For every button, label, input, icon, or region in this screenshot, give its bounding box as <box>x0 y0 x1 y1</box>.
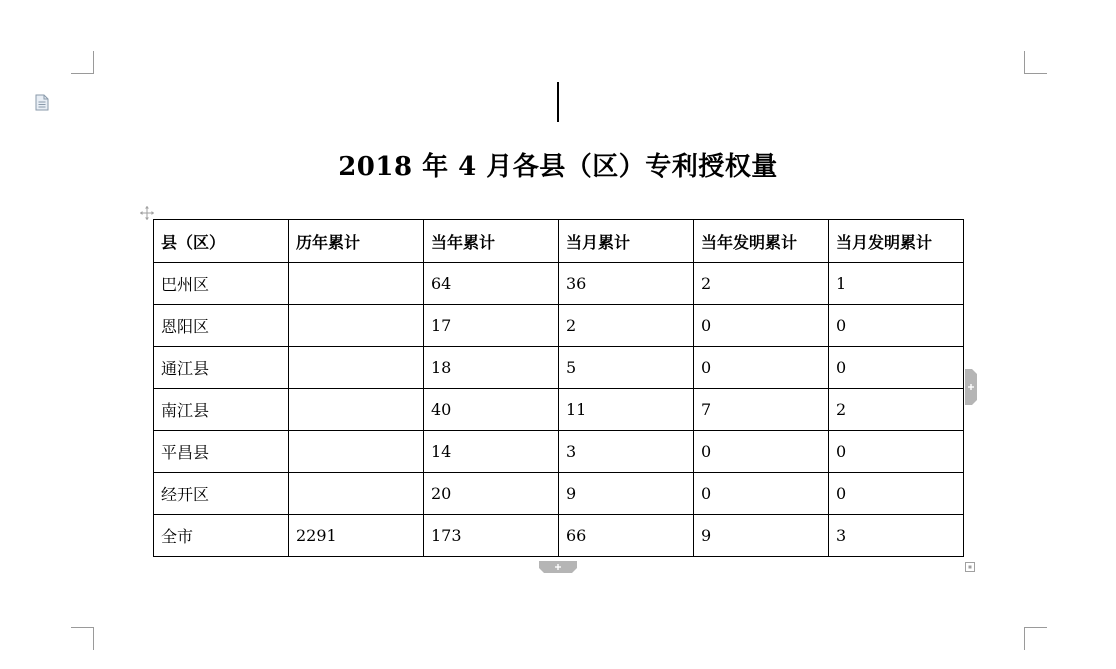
margin-corner-bottom-left <box>71 627 94 650</box>
table-cell[interactable] <box>289 431 424 473</box>
table-cell[interactable]: 经开区 <box>154 473 289 515</box>
table-cell[interactable]: 18 <box>424 347 559 389</box>
table-cell[interactable] <box>289 389 424 431</box>
table-cell[interactable]: 1 <box>829 263 964 305</box>
table-cell[interactable]: 巴州区 <box>154 263 289 305</box>
table-cell[interactable]: 平昌县 <box>154 431 289 473</box>
table-cell[interactable]: 恩阳区 <box>154 305 289 347</box>
table-cell[interactable] <box>289 263 424 305</box>
table-row <box>154 431 964 473</box>
table-cell[interactable]: 64 <box>424 263 559 305</box>
table-cell[interactable]: 3 <box>559 431 694 473</box>
table-cell[interactable]: 3 <box>829 515 964 557</box>
header-year-total[interactable]: 当年累计 <box>424 220 559 263</box>
table-cell[interactable]: 9 <box>694 515 829 557</box>
table-row <box>154 305 964 347</box>
margin-corner-top-left <box>71 51 94 74</box>
header-county[interactable]: 县（区） <box>154 220 289 263</box>
table-cell[interactable] <box>289 347 424 389</box>
table-cell[interactable]: 40 <box>424 389 559 431</box>
table-cell[interactable]: 0 <box>829 431 964 473</box>
table-row-total <box>154 515 964 557</box>
table-cell[interactable]: 2 <box>559 305 694 347</box>
table-cell[interactable]: 20 <box>424 473 559 515</box>
table-row <box>154 473 964 515</box>
table-row <box>154 347 964 389</box>
table-cell[interactable]: 5 <box>559 347 694 389</box>
table-cell[interactable]: 14 <box>424 431 559 473</box>
header-historical-total[interactable]: 历年累计 <box>289 220 424 263</box>
header-year-invention-total[interactable]: 当年发明累计 <box>694 220 829 263</box>
table-cell[interactable]: 7 <box>694 389 829 431</box>
margin-corner-bottom-right <box>1024 627 1047 650</box>
table-cell[interactable]: 0 <box>829 305 964 347</box>
add-column-icon[interactable] <box>539 558 577 570</box>
table-cell[interactable]: 0 <box>829 473 964 515</box>
document-title: 2018 年 4 月各县（区）专利授权量 <box>338 152 778 182</box>
table-cell[interactable] <box>289 473 424 515</box>
table-cell[interactable]: 0 <box>694 431 829 473</box>
table-header-row <box>154 220 964 263</box>
table-resize-icon[interactable] <box>963 559 977 573</box>
table-cell[interactable]: 南江县 <box>154 389 289 431</box>
table-cell[interactable]: 2 <box>694 263 829 305</box>
document-icon[interactable] <box>35 94 49 111</box>
table-cell[interactable]: 通江县 <box>154 347 289 389</box>
patent-table <box>153 219 964 557</box>
table-cell[interactable]: 全市 <box>154 515 289 557</box>
table-cell[interactable]: 9 <box>559 473 694 515</box>
table-cell[interactable] <box>289 305 424 347</box>
add-row-icon[interactable] <box>965 369 977 405</box>
table-cell[interactable]: 2291 <box>289 515 424 557</box>
table-cell[interactable]: 0 <box>829 347 964 389</box>
table-cell[interactable]: 66 <box>559 515 694 557</box>
table-cell[interactable]: 173 <box>424 515 559 557</box>
table-cell[interactable]: 36 <box>559 263 694 305</box>
table-cell[interactable]: 0 <box>694 305 829 347</box>
table-row <box>154 263 964 305</box>
table-cell[interactable]: 2 <box>829 389 964 431</box>
table-cell[interactable]: 0 <box>694 347 829 389</box>
header-month-invention-total[interactable]: 当月发明累计 <box>829 220 964 263</box>
table-cell[interactable]: 17 <box>424 305 559 347</box>
text-cursor <box>557 82 559 122</box>
header-month-total[interactable]: 当月累计 <box>559 220 694 263</box>
table-row <box>154 389 964 431</box>
table-cell[interactable]: 0 <box>694 473 829 515</box>
table-cell[interactable]: 11 <box>559 389 694 431</box>
margin-corner-top-right <box>1024 51 1047 74</box>
